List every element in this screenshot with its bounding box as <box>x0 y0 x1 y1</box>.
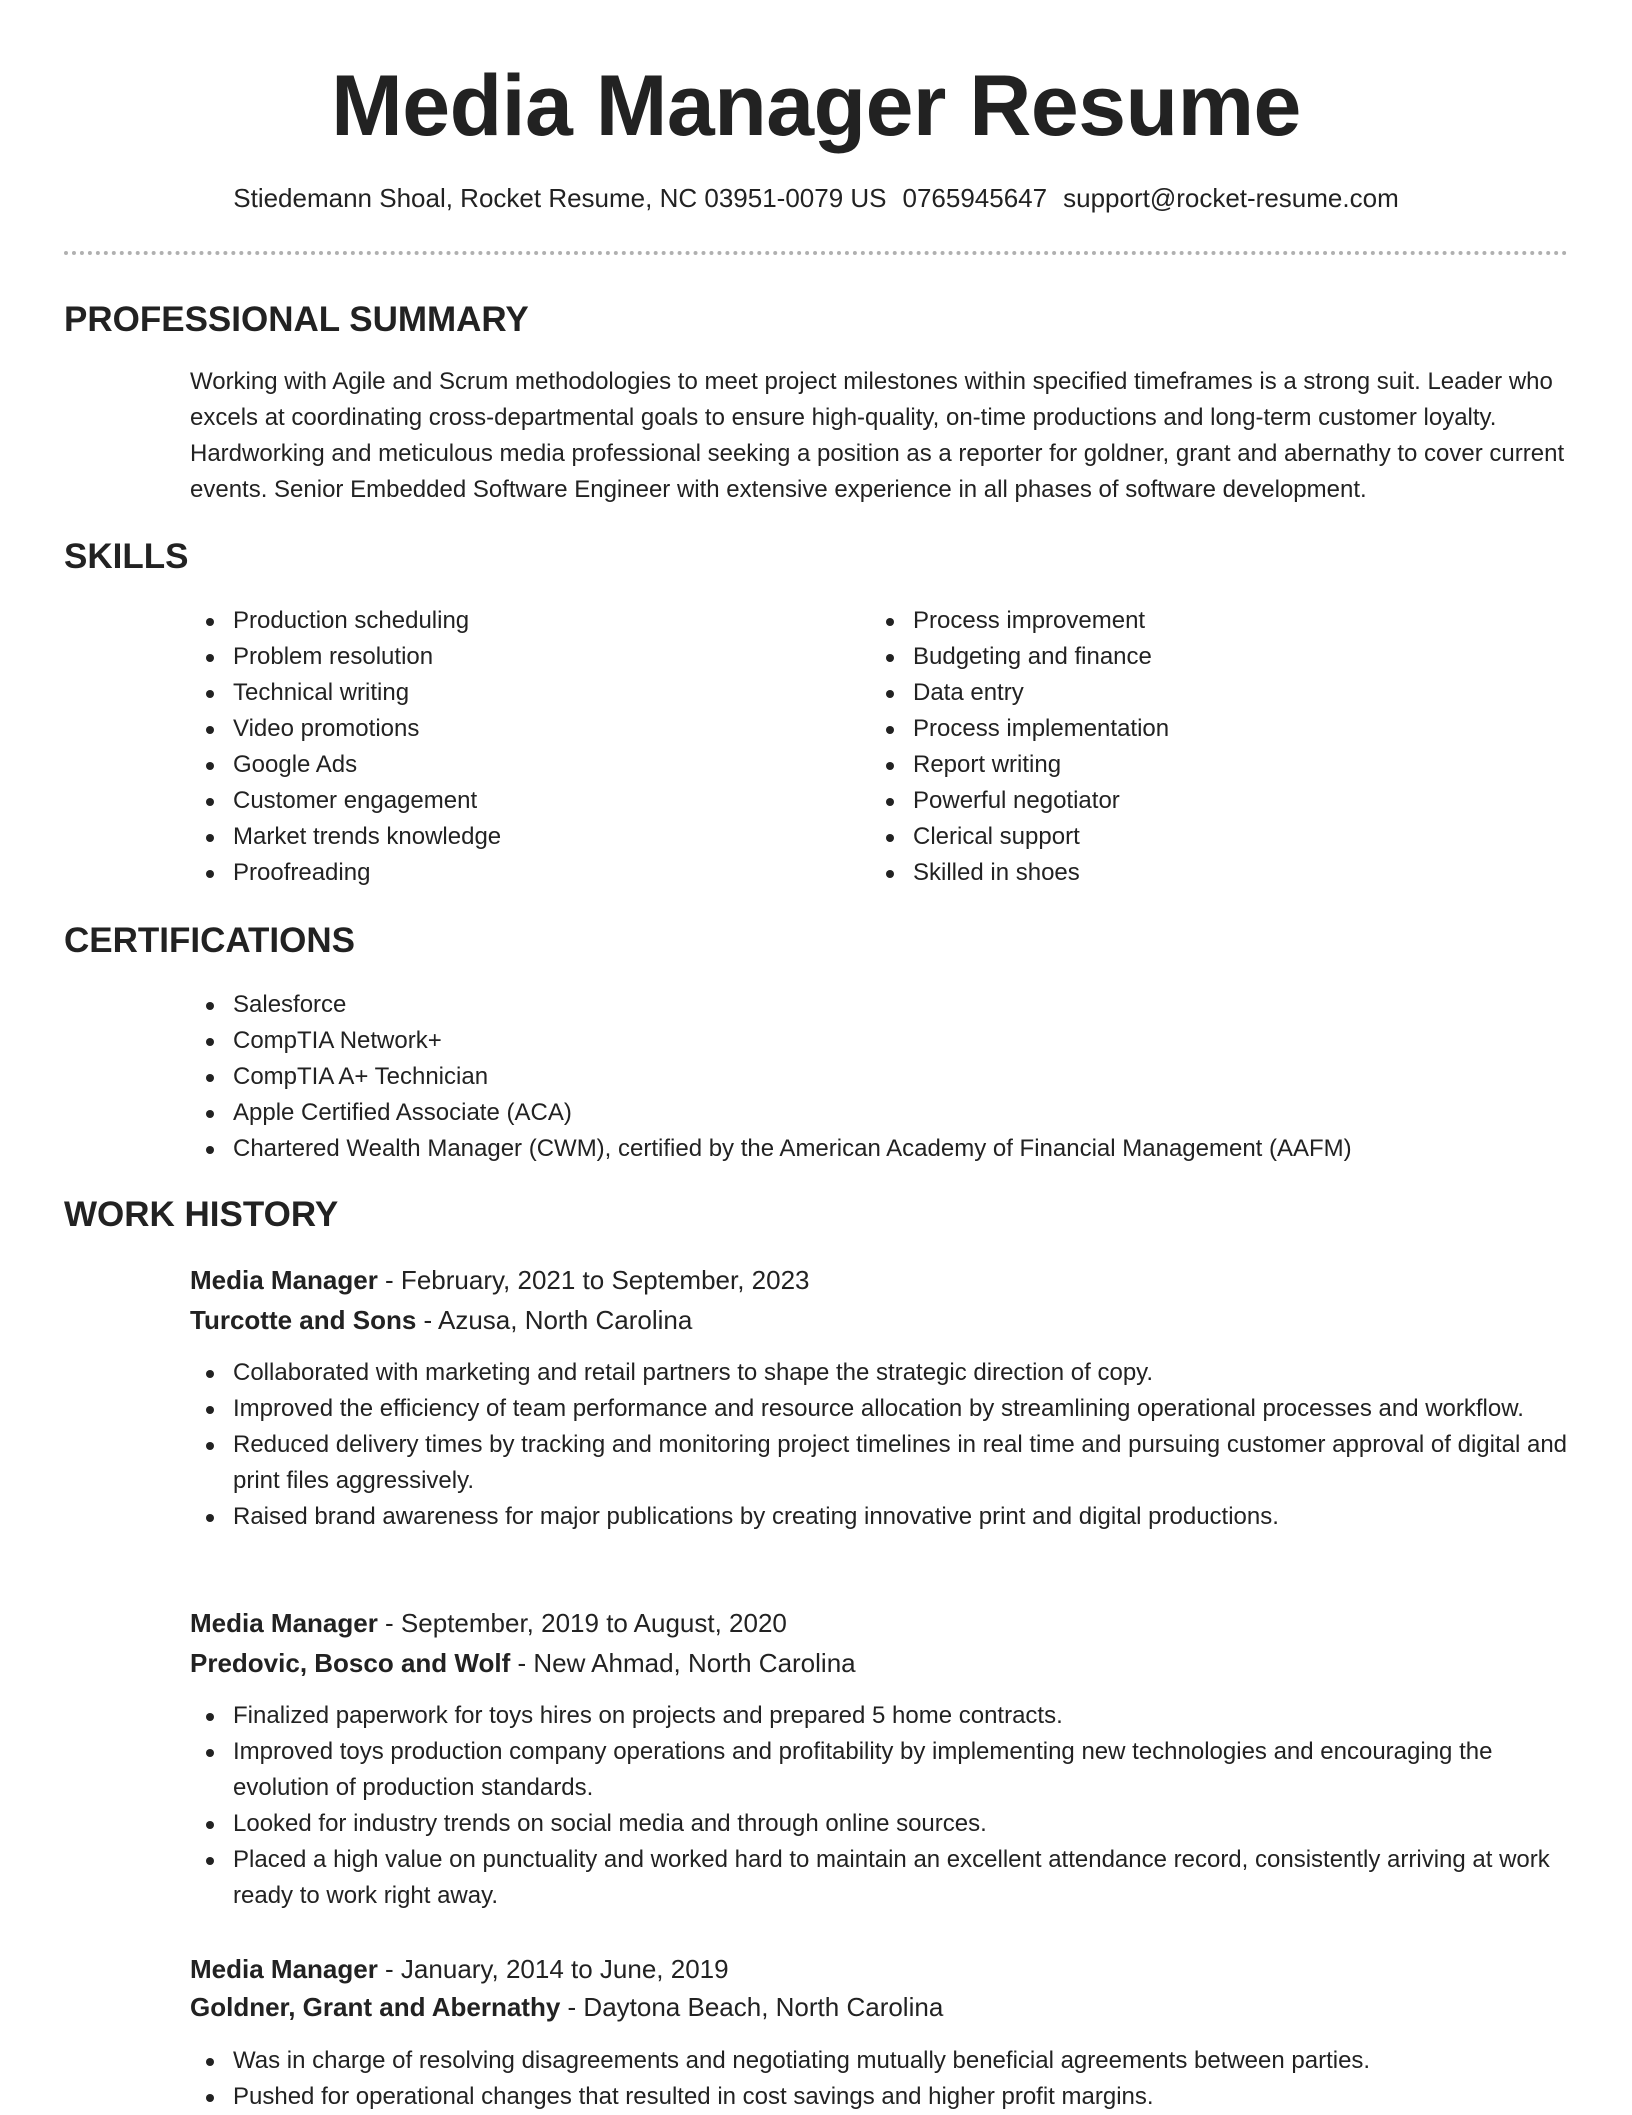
job-title-line <box>190 1605 787 1641</box>
skill-item: Skilled in shoes <box>870 855 1470 891</box>
skill-item: Clerical support <box>870 819 1470 855</box>
job-bullet: Pushed for operational changes that resulted in cost savings and higher profit margins. <box>190 2079 1570 2115</box>
job-bullet: Reduced delivery times by tracking and monitoring project timelines in real time and pursuing customer approval of digital and print files aggressively. <box>190 1427 1570 1499</box>
job-bullet: Was in charge of resolving disagreements and negotiating mutually beneficial agreements between parties. <box>190 2043 1570 2079</box>
job-bullet: Looked for industry trends on social media and through online sources. <box>190 1806 1570 1842</box>
certification-item: Chartered Wealth Manager (CWM), certified by the American Academy of Financial Management (AAFM) <box>190 1131 1570 1167</box>
job-bullet: Collaborated with marketing and retail partners to shape the strategic direction of copy. <box>190 1355 1570 1391</box>
skills-list-left <box>190 603 790 891</box>
job-title: Media Manager <box>190 1608 378 1638</box>
section-title-certifications: CERTIFICATIONS <box>64 921 356 960</box>
job-dates: - September, 2019 to August, 2020 <box>377 1608 787 1638</box>
resume-title: Media Manager Resume <box>331 58 1301 154</box>
job-bullet: Improved the efficiency of team performance and resource allocation by streamlining operational processes and workflow. <box>190 1391 1570 1427</box>
job-company-line <box>190 1989 943 2025</box>
contact-email[interactable]: support@rocket-resume.com <box>1063 183 1399 213</box>
job-bullets <box>190 2043 1570 2115</box>
job-bullet: Placed a high value on punctuality and worked hard to maintain an excellent attendance record, consistently arriving at work ready to work right away. <box>190 1842 1570 1914</box>
skill-item: Problem resolution <box>190 639 790 675</box>
skill-item: Technical writing <box>190 675 790 711</box>
skill-item: Production scheduling <box>190 603 790 639</box>
job-bullet: Raised brand awareness for major publications by creating innovative print and digital productions. <box>190 1499 1570 1535</box>
certification-item: CompTIA A+ Technician <box>190 1059 1570 1095</box>
skill-item: Process implementation <box>870 711 1470 747</box>
job-bullets <box>190 1698 1570 1914</box>
job-dates: - January, 2014 to June, 2019 <box>377 1954 729 1984</box>
section-title-skills: SKILLS <box>64 537 189 576</box>
header-divider <box>64 251 1568 255</box>
job-location: - New Ahmad, North Carolina <box>510 1648 856 1678</box>
job-bullet: Finalized paperwork for toys hires on projects and prepared 5 home contracts. <box>190 1698 1570 1734</box>
job-title: Media Manager <box>190 1265 378 1295</box>
contact-line <box>0 180 1632 216</box>
job-company-line <box>190 1302 692 1338</box>
skill-item: Customer engagement <box>190 783 790 819</box>
certification-item: Salesforce <box>190 987 1570 1023</box>
certifications-list <box>190 987 1570 1167</box>
skill-item: Market trends knowledge <box>190 819 790 855</box>
job-dates: - February, 2021 to September, 2023 <box>377 1265 810 1295</box>
job-bullets <box>190 1355 1570 1535</box>
job-bullet: Improved toys production company operations and profitability by implementing new technologies and encouraging the evolution of production standards. <box>190 1734 1570 1806</box>
job-title-line <box>190 1951 729 1987</box>
skill-item: Budgeting and finance <box>870 639 1470 675</box>
summary-text: Working with Agile and Scrum methodologies to meet project milestones within specified timeframes is a strong suit. Leader who excels at coordinating cross-departmental goals to ensure high-quality, on-time productions and long-term customer loyalty. Hardworking and meticulous media professional seeking a position as a reporter for goldner, grant and abernathy to cover current events. Senior Embedded Software Engineer with extensive experience in all phases of software development. <box>190 368 1565 503</box>
certification-item: Apple Certified Associate (ACA) <box>190 1095 1570 1131</box>
certification-item: CompTIA Network+ <box>190 1023 1570 1059</box>
skill-item: Process improvement <box>870 603 1470 639</box>
skill-item: Google Ads <box>190 747 790 783</box>
skill-item: Video promotions <box>190 711 790 747</box>
job-location: - Azusa, North Carolina <box>416 1305 693 1335</box>
job-title-line <box>190 1262 810 1298</box>
skills-list-right <box>870 603 1470 891</box>
job-company: Goldner, Grant and Abernathy <box>190 1992 561 2022</box>
skill-item: Proofreading <box>190 855 790 891</box>
skill-item: Report writing <box>870 747 1470 783</box>
contact-phone: 0765945647 <box>902 183 1048 213</box>
job-company: Turcotte and Sons <box>190 1305 417 1335</box>
contact-address: Stiedemann Shoal, Rocket Resume, NC 03951-0079 US <box>233 183 887 213</box>
skill-item: Powerful negotiator <box>870 783 1470 819</box>
job-title: Media Manager <box>190 1954 378 1984</box>
job-company: Predovic, Bosco and Wolf <box>190 1648 511 1678</box>
job-location: - Daytona Beach, North Carolina <box>560 1992 944 2022</box>
section-title-summary: PROFESSIONAL SUMMARY <box>64 300 529 339</box>
section-title-work-history: WORK HISTORY <box>64 1195 339 1234</box>
skill-item: Data entry <box>870 675 1470 711</box>
job-company-line <box>190 1645 856 1681</box>
